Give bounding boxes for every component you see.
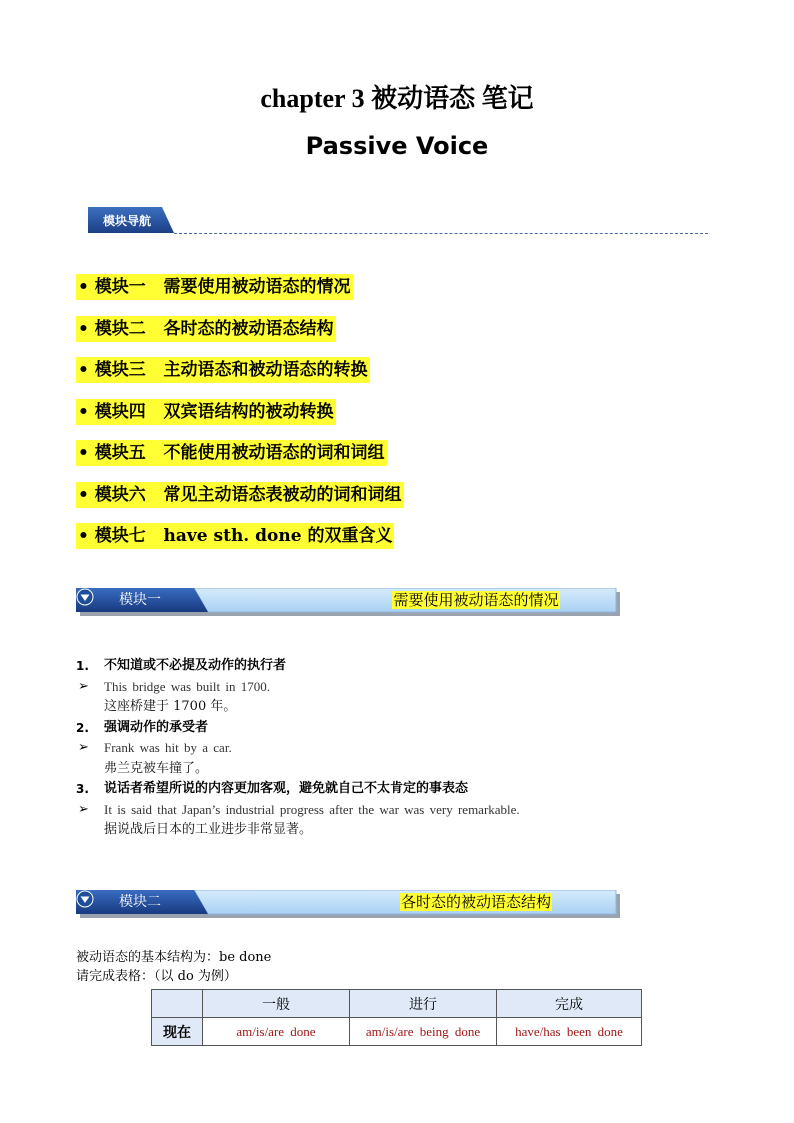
note-translation-row — [76, 697, 716, 718]
note-example-row — [76, 800, 716, 821]
example-english: Frank was hit by a car. — [104, 740, 232, 755]
column-header: 进行 — [350, 990, 497, 1018]
note-example-row — [76, 738, 716, 759]
row-header: 现在 — [152, 1018, 203, 1046]
chevron-down-icon[interactable] — [76, 890, 94, 908]
note-example-row — [76, 677, 716, 698]
module1-number: 模块一 — [119, 592, 161, 608]
module-link-4[interactable]: • 模块四 双宾语结构的被动转换 — [76, 399, 336, 425]
list-item[interactable] — [76, 274, 404, 316]
note-heading: 说话者希望所说的内容更加客观，避免就自己不太肯定的事表态 — [104, 781, 469, 796]
list-item[interactable] — [76, 440, 404, 482]
module2-intro — [76, 948, 271, 986]
module-link-5[interactable]: • 模块五 不能使用被动语态的词和词组 — [76, 440, 387, 466]
note-heading: 强调动作的承受者 — [104, 719, 209, 735]
note-heading-row — [76, 779, 716, 800]
example-chinese: 弗兰克被车撞了。 — [104, 760, 209, 776]
nav-tab-label: 模块导航 — [102, 214, 151, 228]
note-heading-row — [76, 718, 716, 739]
note-number: 3. — [76, 782, 89, 796]
note-number: 2. — [76, 720, 89, 735]
table-cell: have/has been done — [497, 1018, 642, 1046]
table-corner — [152, 990, 203, 1018]
example-chinese: 据说战后日本的工业进步非常显著。 — [104, 822, 313, 837]
note-number: 1. — [76, 659, 89, 673]
list-item[interactable] — [76, 523, 404, 565]
column-header: 完成 — [497, 990, 642, 1018]
module-link-7[interactable]: • 模块七 have sth. done 的双重含义 — [76, 523, 394, 549]
page-subtitle: Passive Voice — [305, 132, 489, 160]
arrow-bullet-icon: ➢ — [78, 801, 89, 817]
column-header: 一般 — [203, 990, 350, 1018]
note-translation-row — [76, 820, 716, 841]
module-link-6[interactable]: • 模块六 常见主动语态表被动的词和词组 — [76, 482, 404, 508]
list-item[interactable] — [76, 357, 404, 399]
arrow-bullet-icon: ➢ — [78, 740, 89, 755]
note-heading-row — [76, 656, 716, 677]
module2-number: 模块二 — [119, 894, 161, 910]
module1-title: 需要使用被动语态的情况 — [393, 591, 559, 609]
module-link-1[interactable]: • 模块一 需要使用被动语态的情况 — [76, 274, 353, 300]
arrow-bullet-icon: ➢ — [78, 678, 89, 694]
example-english: It is said that Japan’s industrial progress after the war was very remarkable. — [104, 801, 520, 817]
note-translation-row — [76, 759, 716, 780]
list-item[interactable] — [76, 316, 404, 358]
list-item[interactable] — [76, 482, 404, 524]
page-title: chapter 3 被动语态 笔记 — [260, 84, 534, 113]
table-cell: am/is/are done — [203, 1018, 350, 1046]
table-row — [152, 1018, 642, 1046]
nav-divider — [174, 233, 708, 234]
example-chinese: 这座桥建于 1700 年。 — [104, 699, 237, 714]
module2-title: 各时态的被动语态结构 — [400, 893, 551, 911]
module2-header-bar — [76, 890, 620, 920]
note-heading: 不知道或不必提及动作的执行者 — [104, 658, 287, 673]
module-list — [76, 274, 404, 565]
module-link-3[interactable]: • 模块三 主动语态和被动语态的转换 — [76, 357, 370, 383]
tense-table — [151, 989, 642, 1046]
example-english: This bridge was built in 1700. — [104, 678, 270, 694]
module1-header-bar — [76, 588, 620, 618]
module-link-2[interactable]: • 模块二 各时态的被动语态结构 — [76, 316, 336, 342]
table-cell: am/is/are being done — [350, 1018, 497, 1046]
intro-line: 被动语态的基本结构为：be done — [76, 950, 272, 965]
chevron-down-icon[interactable] — [76, 588, 94, 606]
list-item[interactable] — [76, 399, 404, 441]
intro-line: 请完成表格：（以 do 为例） — [76, 969, 237, 984]
module1-notes — [76, 656, 716, 841]
